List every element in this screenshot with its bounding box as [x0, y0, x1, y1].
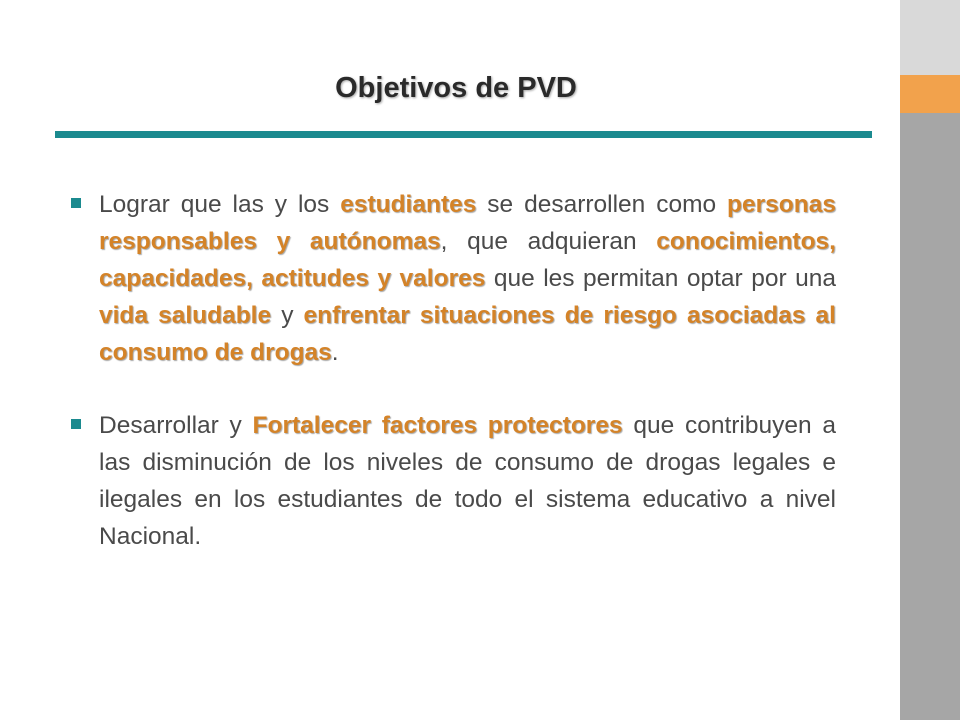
slide-title: Objetivos de PVD [335, 72, 577, 104]
text-segment: se desarrollen como [476, 191, 728, 218]
text-segment: y [271, 302, 304, 329]
highlight-segment: personas responsables y autónomas [99, 191, 836, 255]
text-segment: que les permitan optar por una [485, 265, 836, 292]
objective-item-1 [68, 186, 836, 371]
objectives-list [68, 186, 836, 591]
bullet-square-icon [71, 419, 81, 429]
text-segment: que contribuyen a las disminución de los niveles de consumo de drogas legales e ilegales en los estudiantes de todo el sistema educativo a nivel Nacional. [99, 412, 836, 550]
bullet-square-icon [71, 198, 81, 208]
sidebar-light-block [900, 0, 960, 75]
highlight-segment: vida saludable [99, 302, 272, 329]
highlight-segment: Fortalecer factores protectores [252, 412, 623, 439]
text-segment: Lograr que las y los [99, 191, 341, 218]
title-divider [55, 131, 872, 138]
highlight-segment: conocimientos, capacidades, actitudes y valores [99, 228, 836, 292]
highlight-segment: estudiantes [340, 191, 477, 218]
objective-item-2 [68, 407, 836, 555]
sidebar-dark-block [900, 113, 960, 720]
highlight-segment: enfrentar situaciones de riesgo asociadas al consumo de drogas [99, 302, 836, 366]
objective-text [99, 412, 836, 550]
text-segment: Desarrollar y [99, 412, 253, 439]
text-segment: . [331, 339, 339, 366]
objective-text [99, 191, 836, 366]
text-segment: , que adquieran [440, 228, 657, 255]
